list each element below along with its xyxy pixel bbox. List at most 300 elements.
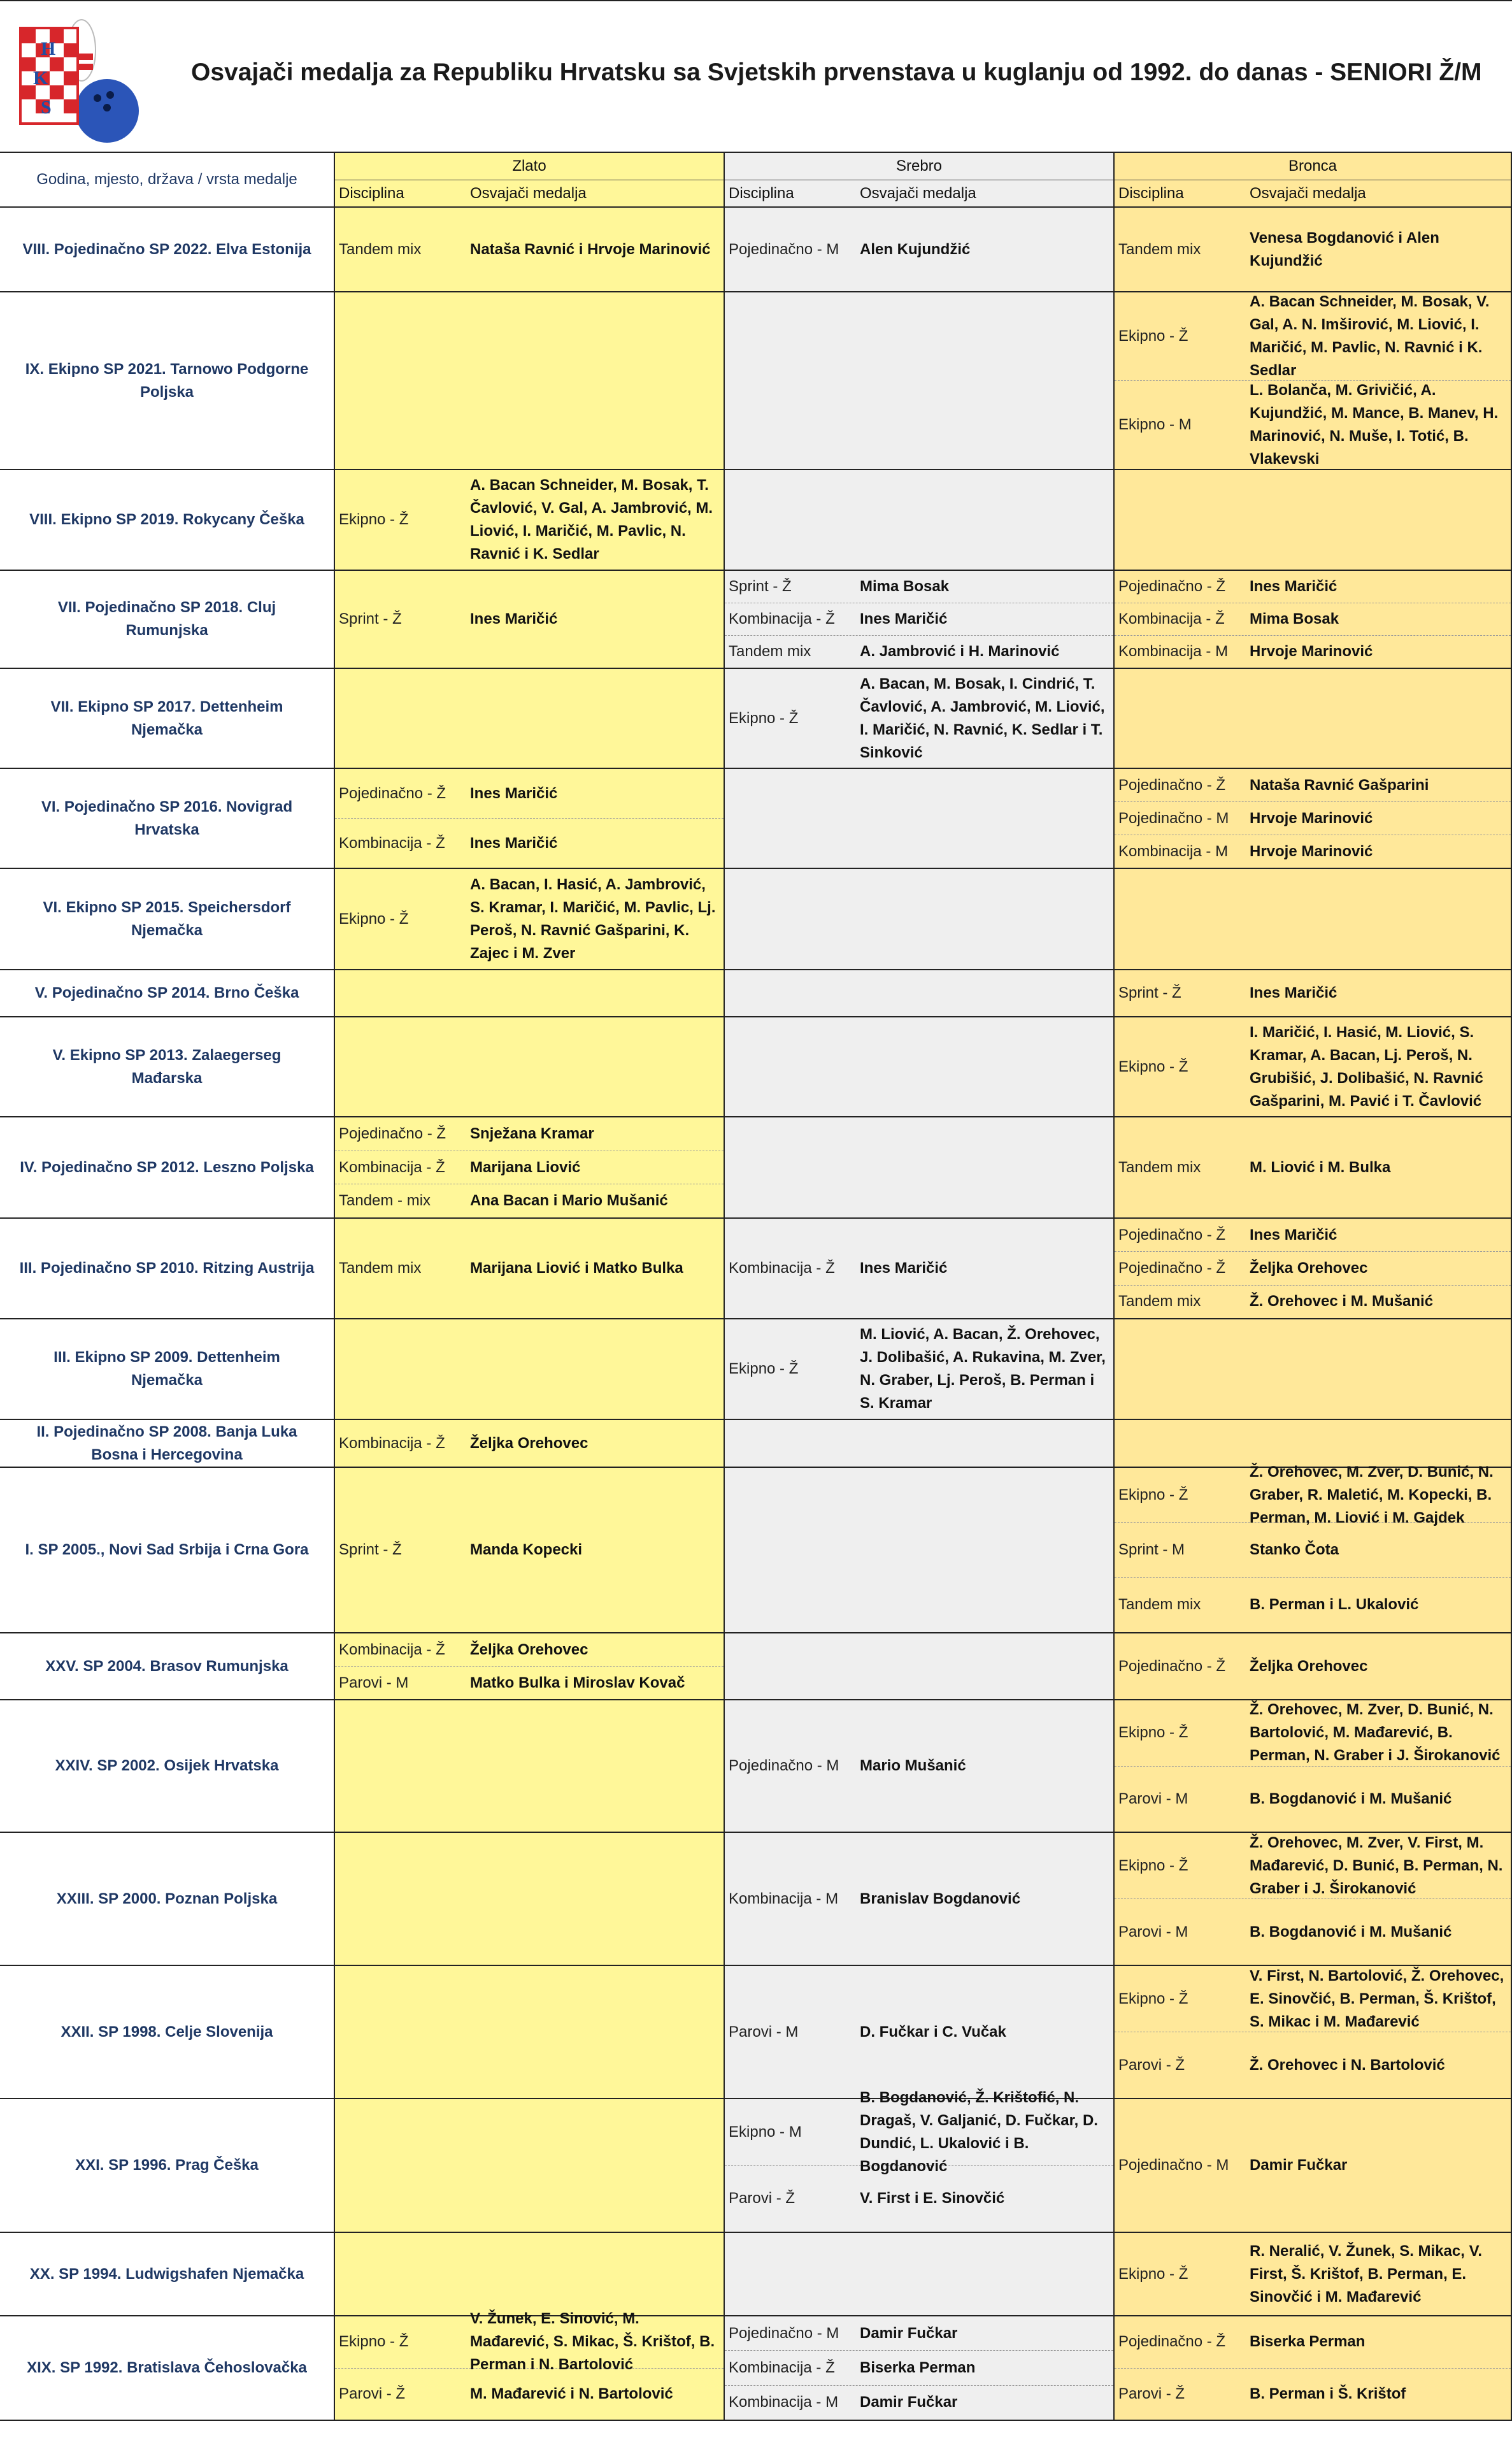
- table-row: [0, 1117, 1512, 1219]
- medal-winners: Ž. Orehovec i M. Mušanić: [1250, 1293, 1434, 1310]
- gold-medal-entry: [335, 2369, 724, 2420]
- header-gold-winners: Osvajači medalja: [470, 180, 725, 208]
- medal-winners: Biserka Perman: [1250, 2333, 1366, 2351]
- table-row: [0, 1219, 1512, 1319]
- discipline: Parovi - Ž: [1118, 2385, 1185, 2402]
- medal-winners: Damir Fučkar: [860, 2393, 958, 2411]
- bronze-medal-entry: [1115, 1252, 1511, 1285]
- gold-medal-cell: [335, 769, 725, 868]
- discipline: Parovi - M: [729, 2023, 799, 2041]
- medal-winners: Ines Maričić: [860, 610, 948, 628]
- bronze-medal-cell: [1115, 1117, 1512, 1217]
- discipline: Tandem mix: [1118, 240, 1201, 258]
- championship-label: XXI. SP 1996. Prag Češka: [0, 2099, 335, 2232]
- discipline: Pojedinačno - Ž: [1118, 1259, 1226, 1277]
- gold-medal-cell: [335, 869, 725, 969]
- silver-medal-entry: [725, 1966, 1113, 2098]
- medal-winners: Hrvoje Marinović: [1250, 842, 1373, 860]
- medal-winners: M. Liović, A. Bacan, Ž. Orehovec, J. Dolibašić, A. Rukavina, M. Zver, N. Graber, Lj. Peroš, B. Perman i S. Kramar: [860, 1326, 1106, 1412]
- gold-medal-cell: [335, 1468, 725, 1632]
- table-row: [0, 669, 1512, 769]
- medal-winners: Matko Bulka i Miroslav Kovač: [470, 1674, 685, 1691]
- discipline: Tandem mix: [1118, 1293, 1201, 1310]
- header-bronze-winners: Osvajači medalja: [1250, 180, 1512, 208]
- discipline: Tandem mix: [729, 643, 811, 660]
- discipline: Kombinacija - Ž: [729, 1259, 835, 1277]
- silver-medal-cell: [725, 470, 1115, 570]
- discipline: Ekipno - Ž: [339, 2333, 409, 2351]
- logo-letter-h: H: [41, 38, 56, 59]
- bronze-medal-entry: [1115, 1767, 1511, 1832]
- gold-medal-cell: [335, 470, 725, 570]
- medal-winners: Nataša Ravnić Gašparini: [1250, 776, 1429, 794]
- medal-winners: Ž. Orehovec i N. Bartolović: [1250, 2056, 1445, 2074]
- medal-winners: V. First, N. Bartolović, Ž. Orehovec, E. Sinovčić, B. Perman, Š. Krištof, S. Mikac i M. Mađarević: [1250, 1967, 1504, 2030]
- hks-bowling-logo: [11, 15, 145, 149]
- table-row: [0, 1700, 1512, 1833]
- table-row: [0, 470, 1512, 571]
- bronze-medal-entry: [1115, 2369, 1511, 2420]
- discipline: Parovi - M: [339, 1674, 409, 1691]
- discipline: Ekipno - Ž: [1118, 2265, 1188, 2283]
- medal-winners: Damir Fučkar: [860, 2324, 958, 2342]
- header-silver-winners: Osvajači medalja: [860, 180, 1115, 208]
- bronze-medal-entry: [1115, 1523, 1511, 1577]
- discipline: Pojedinačno - Ž: [339, 1124, 446, 1142]
- discipline: Ekipno - Ž: [339, 511, 409, 528]
- bronze-medal-entry: [1115, 2032, 1511, 2098]
- silver-medal-cell: [725, 1966, 1115, 2098]
- discipline: Sprint - Ž: [1118, 984, 1181, 1001]
- bronze-medal-entry: [1115, 381, 1511, 469]
- gold-medal-entry: [335, 1117, 724, 1151]
- championship-label: I. SP 2005., Novi Sad Srbija i Crna Gora: [0, 1468, 335, 1632]
- silver-medal-entry: [725, 636, 1113, 668]
- bronze-medal-entry: [1115, 1578, 1511, 1632]
- medal-winners: Ines Maričić: [1250, 1226, 1337, 1244]
- gold-medal-entry: [335, 1633, 724, 1667]
- bronze-medal-entry: [1115, 970, 1511, 1016]
- discipline: Ekipno - Ž: [1118, 1058, 1188, 1075]
- table-row: [0, 292, 1512, 470]
- championship-label: XXIV. SP 2002. Osijek Hrvatska: [0, 1700, 335, 1832]
- championship-label: XX. SP 1994. Ludwigshafen Njemačka: [0, 2233, 335, 2315]
- header-gold-discipline: Disciplina: [335, 180, 470, 208]
- medal-winners: L. Bolanča, M. Grivičić, A. Kujundžić, M. Mance, B. Manev, H. Marinović, N. Muše, I. Totić, B. Vlakevski: [1250, 382, 1499, 468]
- discipline: Ekipno - M: [729, 2123, 802, 2141]
- discipline: Ekipno - Ž: [339, 910, 409, 928]
- bronze-medal-cell: [1115, 769, 1512, 868]
- bronze-medal-cell: [1115, 571, 1512, 668]
- medal-winners: A. Bacan, M. Bosak, I. Cindrić, T. Čavlović, A. Jambrović, M. Liović, I. Maričić, N. Ravnić, K. Sedlar i T. Sinković: [860, 675, 1105, 761]
- medal-winners: B. Bogdanović i M. Mušanić: [1250, 1923, 1452, 1941]
- table-row: [0, 1633, 1512, 1700]
- discipline: Kombinacija - M: [729, 1890, 839, 1907]
- championship-label: VII. Pojedinačno SP 2018. Cluj Rumunjska: [0, 571, 335, 668]
- bronze-medal-cell: [1115, 292, 1512, 469]
- header-gold: Zlato: [335, 153, 725, 180]
- discipline: Pojedinačno - Ž: [1118, 2333, 1226, 2351]
- bronze-medal-cell: [1115, 1633, 1512, 1699]
- silver-medal-cell: [725, 2316, 1115, 2420]
- medal-winners: B. Perman i Š. Krištof: [1250, 2385, 1406, 2402]
- silver-medal-entry: [725, 571, 1113, 603]
- championship-label: II. Pojedinačno SP 2008. Banja Luka Bosna i Hercegovina: [0, 1420, 335, 1467]
- discipline: Tandem mix: [339, 1259, 422, 1277]
- silver-medal-cell: [725, 2088, 1115, 2232]
- medal-winners: M. Mađarević i N. Bartolović: [470, 2385, 673, 2402]
- discipline: Kombinacija - Ž: [1118, 610, 1225, 628]
- medal-winners: Hrvoje Marinović: [1250, 643, 1373, 660]
- gold-medal-entry: [335, 1184, 724, 1217]
- discipline: Ekipno - Ž: [729, 1360, 799, 1377]
- silver-medal-entry: [725, 1219, 1113, 1318]
- bronze-medal-cell: [1115, 2316, 1512, 2420]
- medal-winners: Venesa Bogdanović i Alen Kujundžić: [1250, 229, 1439, 269]
- gold-medal-entry: [335, 1420, 724, 1467]
- silver-medal-entry: [725, 1319, 1113, 1419]
- table-row: [0, 208, 1512, 292]
- discipline: Parovi - Ž: [1118, 2056, 1185, 2074]
- discipline: Pojedinačno - Ž: [1118, 776, 1226, 794]
- silver-medal-entry: [725, 603, 1113, 636]
- championship-label: XXIII. SP 2000. Poznan Poljska: [0, 1833, 335, 1965]
- medal-winners: B. Bogdanović i M. Mušanić: [1250, 1790, 1452, 1807]
- medal-winners: Damir Fučkar: [1250, 2156, 1348, 2174]
- gold-medal-cell: [335, 1633, 725, 1699]
- silver-medal-cell: [725, 1700, 1115, 1832]
- silver-medal-cell: [725, 1468, 1115, 1632]
- discipline: Kombinacija - M: [1118, 842, 1229, 860]
- bronze-medal-entry: [1115, 2233, 1511, 2315]
- silver-medal-entry: [725, 1833, 1113, 1965]
- bronze-medal-entry: [1115, 1286, 1511, 1318]
- gold-medal-entry: [335, 2310, 724, 2374]
- header-silver: Srebro: [725, 153, 1115, 180]
- bronze-medal-entry: [1115, 2099, 1511, 2232]
- gold-medal-entry: [335, 470, 724, 570]
- bronze-medal-cell: [1115, 1219, 1512, 1318]
- championship-label: XXV. SP 2004. Brasov Rumunjska: [0, 1633, 335, 1699]
- discipline: Sprint - M: [1118, 1540, 1185, 1558]
- gold-medal-cell: [335, 571, 725, 668]
- gold-medal-entry: [335, 819, 724, 868]
- medal-winners: Željka Orehovec: [470, 1640, 588, 1658]
- table-row: [0, 2088, 1512, 2233]
- silver-medal-cell: [725, 571, 1115, 668]
- gold-medal-cell: [335, 1017, 725, 1116]
- header-bronze: Bronca: [1115, 153, 1512, 180]
- discipline: Parovi - Ž: [339, 2385, 406, 2402]
- silver-medal-cell: [725, 2233, 1115, 2315]
- medal-winners: B. Bogdanović, Ž. Krištofić, N. Dragaš, V. Galjanić, D. Fučkar, D. Dundić, L. Ukalović i B. Bogdanović: [860, 2088, 1098, 2175]
- bronze-medal-entry: [1115, 603, 1511, 636]
- medal-winners: Mario Mušanić: [860, 1757, 966, 1774]
- discipline: Kombinacija - Ž: [339, 1434, 445, 1452]
- bronze-medal-cell: [1115, 2099, 1512, 2232]
- medal-winners: D. Fučkar i C. Vučak: [860, 2023, 1006, 2041]
- discipline: Pojedinačno - Ž: [1118, 578, 1226, 595]
- gold-medal-entry: [335, 869, 724, 969]
- discipline: Kombinacija - M: [1118, 643, 1229, 660]
- bronze-medal-entry: [1115, 1633, 1511, 1699]
- medal-winners: V. Žunek, E. Sinović, M. Mađarević, S. Mikac, Š. Krištof, B. Perman i N. Bartolović: [470, 2310, 715, 2374]
- medal-winners: I. Maričić, I. Hasić, M. Liović, S. Kramar, A. Bacan, Lj. Peroš, N. Grubišić, J. Dolibašić, N. Ravnić Gašparini, M. Pavić i T. Čavlović: [1250, 1023, 1483, 1110]
- discipline: Parovi - M: [1118, 1790, 1188, 1807]
- table-row: [0, 1833, 1512, 1966]
- bronze-medal-cell: [1115, 470, 1512, 570]
- medal-winners: B. Perman i L. Ukalović: [1250, 1596, 1419, 1614]
- bronze-medal-cell: [1115, 1700, 1512, 1832]
- discipline: Sprint - Ž: [729, 578, 792, 595]
- gold-medal-entry: [335, 769, 724, 819]
- gold-medal-cell: [335, 2310, 725, 2420]
- bronze-medal-entry: [1115, 835, 1511, 868]
- discipline: Ekipno - Ž: [1118, 327, 1188, 345]
- silver-medal-cell: [725, 1420, 1115, 1467]
- gold-medal-cell: [335, 2233, 725, 2315]
- discipline: Tandem mix: [1118, 1158, 1201, 1176]
- discipline: Pojedinačno - M: [729, 1757, 839, 1774]
- bronze-medal-entry: [1115, 1017, 1511, 1116]
- medal-winners: Manda Kopecki: [470, 1541, 583, 1558]
- silver-medal-cell: [725, 1219, 1115, 1318]
- medal-table: [0, 208, 1512, 2441]
- silver-medal-entry: [725, 2316, 1113, 2351]
- medal-winners: V. First i E. Sinovčić: [860, 2190, 1005, 2207]
- medal-winners: Željka Orehovec: [470, 1434, 588, 1452]
- silver-medal-entry: [725, 2088, 1113, 2175]
- discipline: Ekipno - Ž: [729, 709, 799, 727]
- silver-medal-cell: [725, 1117, 1115, 1217]
- medal-winners: Ana Bacan i Mario Mušanić: [470, 1192, 668, 1210]
- discipline: Pojedinačno - Ž: [1118, 1226, 1226, 1244]
- championship-label: VIII. Ekipno SP 2019. Rokycany Češka: [0, 470, 335, 570]
- discipline: Kombinacija - Ž: [339, 1640, 445, 1658]
- silver-medal-entry: [725, 2166, 1113, 2232]
- medal-winners: A. Bacan Schneider, M. Bosak, V. Gal, A. N. Imširović, M. Liović, I. Maričić, M. Pavlic, N. Ravnić i K. Sedlar: [1250, 293, 1490, 379]
- medal-winners: Nataša Ravnić i Hrvoje Marinović: [470, 240, 711, 258]
- bronze-medal-entry: [1115, 1966, 1511, 2032]
- silver-medal-cell: [725, 292, 1115, 469]
- gold-medal-cell: [335, 1833, 725, 1965]
- medal-winners: A. Bacan, I. Hasić, A. Jambrović, S. Kramar, I. Maričić, M. Pavlic, Lj. Peroš, N. Ravnić Gašparini, K. Zajec i M. Zver: [470, 875, 716, 962]
- gold-medal-cell: [335, 1319, 725, 1419]
- column-header: [0, 153, 1512, 208]
- medal-winners: Ines Maričić: [470, 784, 558, 802]
- logo-letter-k: K: [33, 68, 48, 89]
- gold-medal-cell: [335, 1700, 725, 1832]
- medal-winners: Ž. Orehovec, M. Zver, D. Bunić, N. Graber, R. Maletić, M. Kopecki, B. Perman, M. Liović i M. Gajdek: [1250, 1463, 1494, 1526]
- bronze-medal-entry: [1115, 769, 1511, 802]
- table-row: [0, 1319, 1512, 1420]
- bronze-medal-entry: [1115, 636, 1511, 668]
- discipline: Ekipno - Ž: [1118, 1724, 1188, 1742]
- bronze-medal-entry: [1115, 571, 1511, 603]
- gold-medal-entry: [335, 1151, 724, 1185]
- discipline: Ekipno - Ž: [1118, 1486, 1188, 1503]
- bronze-medal-cell: [1115, 669, 1512, 768]
- discipline: Kombinacija - M: [729, 2393, 839, 2411]
- championship-label: VII. Ekipno SP 2017. Dettenheim Njemačka: [0, 669, 335, 768]
- championship-label: XXII. SP 1998. Celje Slovenija: [0, 1966, 335, 2098]
- table-row: [0, 1966, 1512, 2099]
- bronze-medal-cell: [1115, 1319, 1512, 1419]
- championship-label: V. Ekipno SP 2013. Zalaegerseg Mađarska: [0, 1017, 335, 1116]
- medal-winners: Biserka Perman: [860, 2358, 976, 2376]
- gold-medal-cell: [335, 1420, 725, 1467]
- discipline: Pojedinačno - Ž: [1118, 1657, 1226, 1675]
- medal-winners: R. Neralić, V. Žunek, S. Mikac, V. First, Š. Krištof, B. Perman, E. Sinovčić i M. Mađarević: [1250, 2242, 1483, 2306]
- header-first-column: Godina, mjesto, država / vrsta medalje: [0, 153, 335, 208]
- table-row: [0, 769, 1512, 869]
- silver-medal-cell: [725, 1633, 1115, 1699]
- gold-medal-entry: [335, 571, 724, 668]
- bronze-medal-cell: [1115, 208, 1512, 291]
- bronze-medal-cell: [1115, 1966, 1512, 2098]
- gold-medal-cell: [335, 1966, 725, 2098]
- discipline: Sprint - Ž: [339, 610, 402, 628]
- bronze-medal-cell: [1115, 1833, 1512, 1965]
- discipline: Tandem - mix: [339, 1192, 431, 1210]
- silver-medal-entry: [725, 1700, 1113, 1832]
- medal-winners: A. Jambrović i H. Marinović: [860, 643, 1060, 660]
- gold-medal-entry: [335, 208, 724, 291]
- discipline: Pojedinačno - M: [1118, 809, 1229, 827]
- discipline: Kombinacija - Ž: [339, 834, 445, 852]
- silver-medal-cell: [725, 208, 1115, 291]
- discipline: Kombinacija - Ž: [339, 1158, 445, 1176]
- medal-winners: Ines Maričić: [470, 610, 558, 628]
- bronze-medal-cell: [1115, 1017, 1512, 1116]
- silver-medal-entry: [725, 2351, 1113, 2385]
- silver-medal-cell: [725, 1017, 1115, 1116]
- silver-medal-cell: [725, 869, 1115, 969]
- table-row: [0, 1017, 1512, 1117]
- discipline: Parovi - M: [1118, 1923, 1188, 1941]
- discipline: Pojedinačno - Ž: [339, 784, 446, 802]
- table-row: [0, 571, 1512, 669]
- silver-medal-cell: [725, 669, 1115, 768]
- medal-winners: Hrvoje Marinović: [1250, 809, 1373, 827]
- gold-medal-cell: [335, 292, 725, 469]
- bronze-medal-cell: [1115, 1463, 1512, 1632]
- bronze-medal-entry: [1115, 1463, 1511, 1526]
- gold-medal-cell: [335, 1117, 725, 1217]
- championship-label: III. Pojedinačno SP 2010. Ritzing Austrija: [0, 1219, 335, 1318]
- medal-winners: Ines Maričić: [1250, 984, 1337, 1001]
- championship-label: VI. Ekipno SP 2015. Speichersdorf Njemačka: [0, 869, 335, 969]
- gold-medal-cell: [335, 208, 725, 291]
- medal-winners: Alen Kujundžić: [860, 240, 971, 258]
- discipline: Parovi - Ž: [729, 2190, 795, 2207]
- bronze-medal-entry: [1115, 208, 1511, 291]
- medal-winners: Ines Maričić: [860, 1259, 948, 1277]
- gold-medal-entry: [335, 1667, 724, 1699]
- table-row: [0, 869, 1512, 970]
- table-row: [0, 970, 1512, 1017]
- discipline: Pojedinačno - M: [1118, 2156, 1229, 2174]
- championship-label: IX. Ekipno SP 2021. Tarnowo Podgorne Poljska: [0, 292, 335, 469]
- discipline: Tandem mix: [339, 240, 422, 258]
- bronze-medal-entry: [1115, 1219, 1511, 1252]
- bronze-medal-entry: [1115, 1833, 1511, 1899]
- discipline: Tandem mix: [1118, 1596, 1201, 1614]
- championship-label: V. Pojedinačno SP 2014. Brno Češka: [0, 970, 335, 1016]
- silver-medal-entry: [725, 208, 1113, 291]
- medal-winners: Marijana Liović: [470, 1158, 581, 1176]
- bronze-medal-entry: [1115, 1700, 1511, 1767]
- medal-winners: Željka Orehovec: [1250, 1657, 1368, 1675]
- bronze-medal-cell: [1115, 869, 1512, 969]
- medal-winners: A. Bacan Schneider, M. Bosak, T. Čavlović, V. Gal, A. Jambrović, M. Liović, I. Maričić, M. Pavlic, N. Ravnić i K. Sedlar: [470, 477, 713, 563]
- bronze-medal-cell: [1115, 2233, 1512, 2315]
- table-row: [0, 2233, 1512, 2316]
- gold-medal-entry: [335, 1219, 724, 1318]
- medal-winners: Željka Orehovec: [1250, 1259, 1368, 1277]
- medal-winners: Ž. Orehovec, M. Zver, D. Bunić, N. Bartolović, M. Mađarević, B. Perman, N. Graber i J. Širokanović: [1250, 1701, 1501, 1765]
- medal-winners: Marijana Liović i Matko Bulka: [470, 1259, 683, 1277]
- championship-label: VIII. Pojedinačno SP 2022. Elva Estonija: [0, 208, 335, 291]
- medal-winners: Mima Bosak: [1250, 610, 1339, 628]
- table-row: [0, 1463, 1512, 1633]
- discipline: Kombinacija - Ž: [729, 2358, 835, 2376]
- header-silver-discipline: Disciplina: [725, 180, 860, 208]
- discipline: Ekipno - Ž: [1118, 1856, 1188, 1874]
- discipline: Pojedinačno - M: [729, 240, 839, 258]
- gold-medal-cell: [335, 669, 725, 768]
- medal-winners: Snježana Kramar: [470, 1124, 594, 1142]
- page-title: Osvajači medalja za Republiku Hrvatsku sa Svjetskih prvenstava u kuglanju od 1992. do danas - SENIORI Ž/M: [191, 59, 1482, 86]
- gold-medal-cell: [335, 970, 725, 1016]
- bronze-medal-entry: [1115, 292, 1511, 381]
- logo-letter-s: S: [41, 97, 52, 118]
- silver-medal-cell: [725, 970, 1115, 1016]
- page-header: [0, 0, 1512, 153]
- gold-medal-entry: [335, 1468, 724, 1632]
- silver-medal-entry: [725, 669, 1113, 768]
- championship-label: III. Ekipno SP 2009. Dettenheim Njemačka: [0, 1319, 335, 1419]
- discipline: Kombinacija - Ž: [729, 610, 835, 628]
- discipline: Ekipno - Ž: [1118, 1990, 1188, 2007]
- discipline: Pojedinačno - M: [729, 2324, 839, 2342]
- bronze-medal-entry: [1115, 802, 1511, 835]
- silver-medal-cell: [725, 1833, 1115, 1965]
- championship-label: VI. Pojedinačno SP 2016. Novigrad Hrvatska: [0, 769, 335, 868]
- medal-winners: Mima Bosak: [860, 578, 950, 595]
- header-bronze-discipline: Disciplina: [1115, 180, 1250, 208]
- gold-medal-cell: [335, 2099, 725, 2232]
- medal-winners: Stanko Čota: [1250, 1540, 1339, 1558]
- bronze-medal-entry: [1115, 2316, 1511, 2369]
- discipline: Sprint - Ž: [339, 1541, 402, 1558]
- table-row: [0, 2310, 1512, 2421]
- bronze-medal-cell: [1115, 1420, 1512, 1467]
- silver-medal-entry: [725, 2386, 1113, 2420]
- medal-winners: Ines Maričić: [1250, 578, 1337, 595]
- gold-medal-cell: [335, 1219, 725, 1318]
- medal-winners: Branislav Bogdanović: [860, 1890, 1021, 1907]
- medal-winners: M. Liović i M. Bulka: [1250, 1158, 1391, 1176]
- bronze-medal-entry: [1115, 1899, 1511, 1965]
- bronze-medal-cell: [1115, 970, 1512, 1016]
- championship-label: IV. Pojedinačno SP 2012. Leszno Poljska: [0, 1117, 335, 1217]
- championship-label: XIX. SP 1992. Bratislava Čehoslovačka: [0, 2316, 335, 2420]
- discipline: Ekipno - M: [1118, 416, 1192, 433]
- silver-medal-cell: [725, 769, 1115, 868]
- silver-medal-cell: [725, 1319, 1115, 1419]
- bronze-medal-entry: [1115, 1117, 1511, 1217]
